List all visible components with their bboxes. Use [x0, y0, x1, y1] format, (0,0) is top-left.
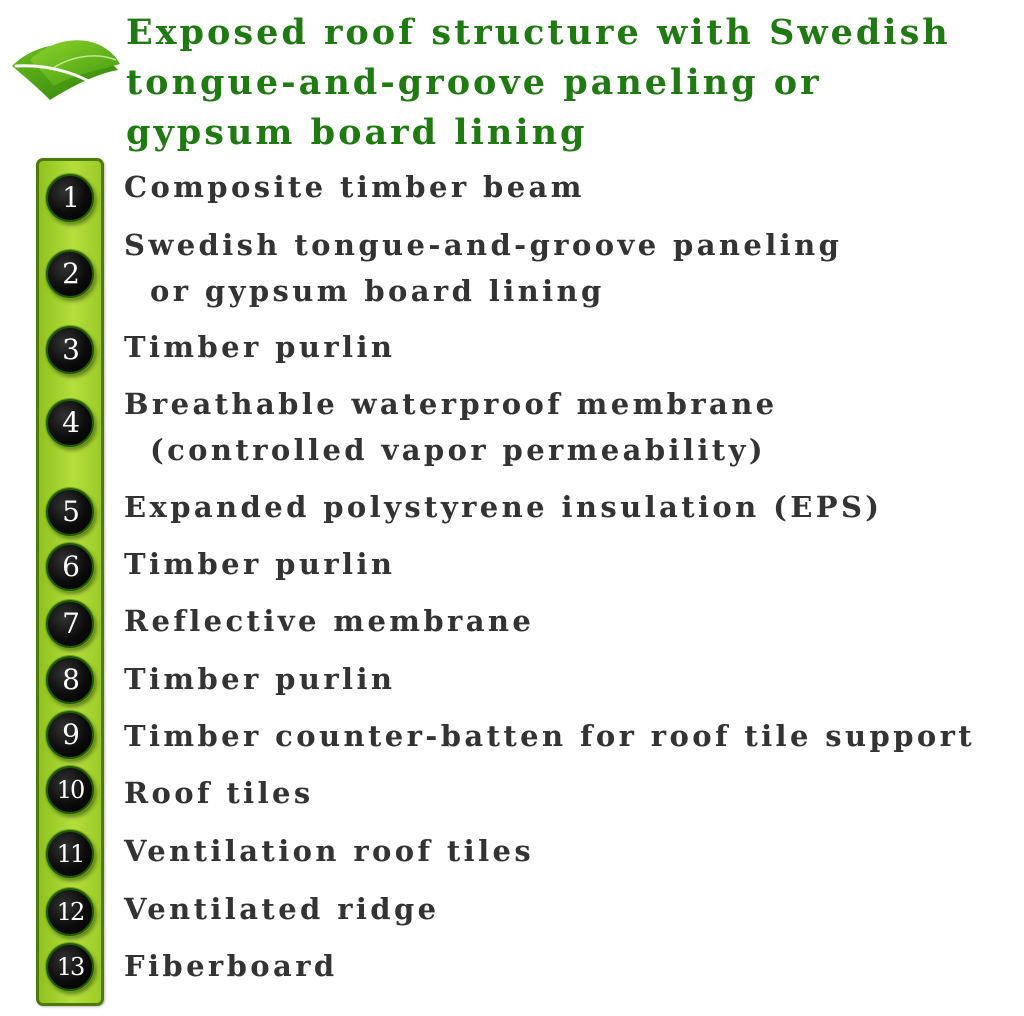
number-badge: 3: [46, 326, 94, 374]
legend-label: Swedish tongue-and-groove paneling or gypsum board lining: [124, 228, 843, 308]
number-badge: 2: [46, 250, 94, 298]
number-badge: 8: [46, 656, 94, 704]
legend-label: Breathable waterproof membrane (controlled vapor permeability): [124, 387, 778, 467]
leaf-icon: [10, 30, 122, 108]
number-badge: 11: [46, 830, 94, 878]
number-badge: 5: [46, 488, 94, 536]
legend-label: Timber purlin: [124, 662, 396, 696]
legend-label: Fiberboard: [124, 949, 338, 983]
number-badge: 1: [46, 174, 94, 222]
number-badge: 6: [46, 543, 94, 591]
legend-label: Expanded polystyrene insulation (EPS): [124, 490, 883, 524]
page-title: Exposed roof structure with Swedish tongue-and-groove paneling or gypsum board lining: [126, 12, 951, 153]
legend-label: Ventilation roof tiles: [124, 834, 535, 868]
legend-label: Timber counter-batten for roof tile support: [124, 719, 976, 753]
legend-label: Reflective membrane: [124, 604, 535, 638]
number-badge: 13: [46, 943, 94, 991]
legend-label: Ventilated ridge: [124, 892, 440, 926]
legend-label: Roof tiles: [124, 776, 314, 810]
legend-label: Composite timber beam: [124, 170, 585, 204]
legend-label: Timber purlin: [124, 547, 396, 581]
number-badge: 12: [46, 888, 94, 936]
number-badge: 7: [46, 600, 94, 648]
number-badge: 4: [46, 399, 94, 447]
number-badge: 9: [46, 711, 94, 759]
number-badge: 10: [46, 766, 94, 814]
legend-label: Timber purlin: [124, 330, 396, 364]
